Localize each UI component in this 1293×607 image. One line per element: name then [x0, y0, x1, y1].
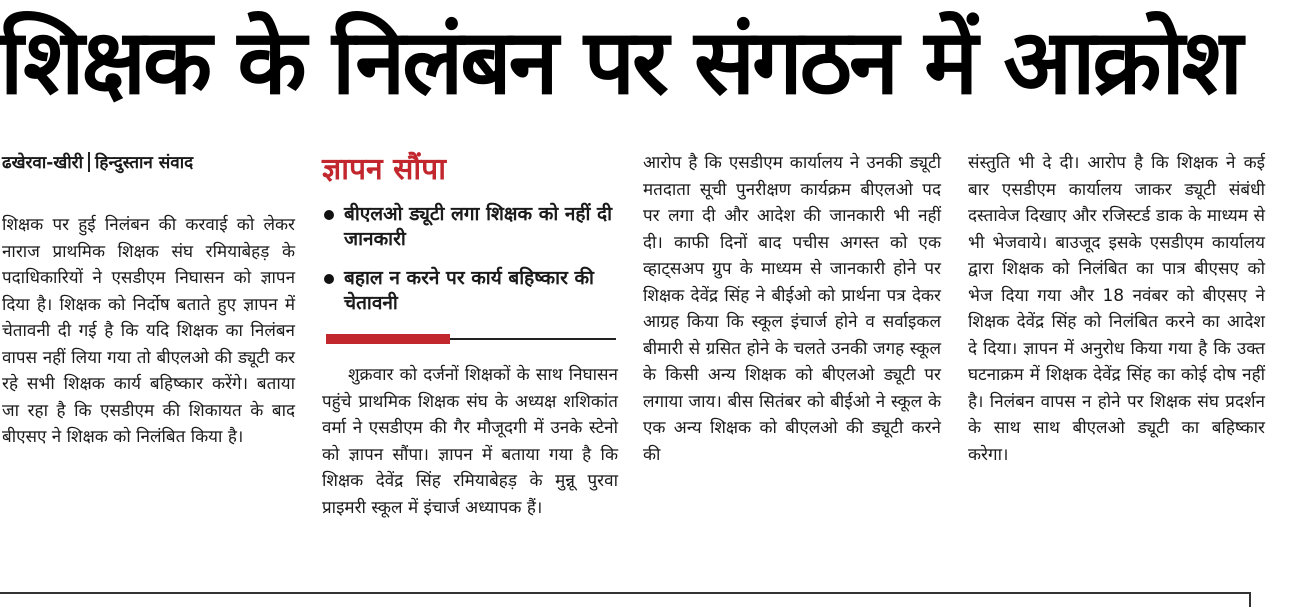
- divider-line: [450, 338, 616, 340]
- bullet-text: बहाल न करने पर कार्य बहिष्कार की चेतावनी: [344, 267, 594, 314]
- column-3-text: आरोप है कि एसडीएम कार्यालय ने उनकी ड्यूटी मतदाता सूची पुनरीक्षण कार्यक्रम बीएलओ पद पर लगा दी और आदेश की जानकारी भी नहीं दी। काफी दिनों बाद पचीस अगस्त को एक व्हाट्सअप ग्रुप के माध्यम से जानकारी होने पर शिक्षक देवेंद्र सिंह ने बीईओ को प्रार्थना पत्र देकर आग्रह किया कि स्कूल इंचार्ज होने व सर्वाइकल बीमारी से ग्रसित होने के चलते उनकी जगह स्कूल के किसी अन्य शिक्षक को बीएलओ ड्यूटी पर लगाया जाय। बीस सितंबर को बीईओ ने स्कूल के एक अन्य शिक्षक को बीएलओ की ड्यूटी करने की: [643, 153, 941, 465]
- column-4: [968, 150, 1265, 468]
- bullet-item: [322, 266, 618, 316]
- column-4-text: संस्तुति भी दे दी। आरोप है कि शिक्षक ने कई बार एसडीएम कार्यालय जाकर ड्यूटी संबंधी दस्तावेज दिखाए और रजिस्टर्ड डाक के माध्यम से भी भेजवाये। बाउजूद इसके एसडीएम कार्यालय द्वारा शिक्षक को निलंबित का पात्र बीएसए को भेज दिया गया और 18 नवंबर को बीएसए ने शिक्षक देवेंद्र सिंह को निलंबित करने का आदेश दे दिया। ज्ञापन में अनुरोध किया गया है कि उक्त घटनाक्रम में शिक्षक देवेंद्र सिंह का कोई दोष नहीं है। निलंबन वापस न होने पर शिक्षक संघ प्रदर्शन के साथ साथ बीएलओ ड्यूटी का बहिष्कार करेगा।: [968, 153, 1265, 465]
- column-2: [322, 150, 618, 521]
- divider-accent-bar: [326, 334, 450, 344]
- byline-separator: [88, 152, 90, 172]
- bullet-list: [322, 202, 618, 316]
- byline: [2, 150, 295, 190]
- bullet-icon: [324, 274, 334, 284]
- column-3: [643, 150, 941, 468]
- bullet-icon: [324, 210, 334, 220]
- headline: शिक्षक के निलंबन पर संगठन में आक्रोश: [0, 10, 1241, 115]
- box-title: ज्ञापन सौंपा: [322, 152, 446, 187]
- byline-place: ढखेरवा-खीरी: [2, 153, 84, 173]
- column-2-text: शुक्रवार को दर्जनों शिक्षकों के साथ निघासन पहुंचे प्राथमिक शिक्षक संघ के अध्यक्ष शशिकांत वर्मा ने एसडीएम की गैर मौजूदगी में उनके स्टेनो को ज्ञापन सौंपा। ज्ञापन में बताया गया है कि शिक्षक देवेंद्र सिंह रमियाबेहड़ के मुन्नू पुरवा प्राइमरी स्कूल में इंचार्ज अध्यापक हैं।: [322, 365, 618, 518]
- bottom-border-line: [0, 592, 1250, 594]
- bullet-text: बीएलओ ड्यूटी लगा शिक्षक को नहीं दी जानकारी: [344, 203, 613, 250]
- byline-source: हिन्दुस्तान संवाद: [95, 153, 194, 173]
- column-1-text: शिक्षक पर हुई निलंबन की करवाई को लेकर नाराज प्राथमिक शिक्षक संघ रमियाबेहड़ के पदाधिकारियों ने एसडीएम निघासन को ज्ञापन दिया है। शिक्षक को निर्दोष बताते हुए ज्ञापन में चेतावनी दी गई है कि यदि शिक्षक का निलंबन वापस नहीं लिया गया तो बीएलओ की ड्यूटी कर रहे सभी शिक्षक कार्य बहिष्कार करेंगे। बताया जा रहा है कि एसडीएम की शिकायत के बाद बीएसए ने शिक्षक को निलंबित किया है।: [2, 215, 295, 447]
- bullet-item: [322, 202, 618, 252]
- section-divider: [322, 330, 618, 348]
- column-1: [2, 150, 295, 451]
- right-border-line: [1249, 592, 1251, 607]
